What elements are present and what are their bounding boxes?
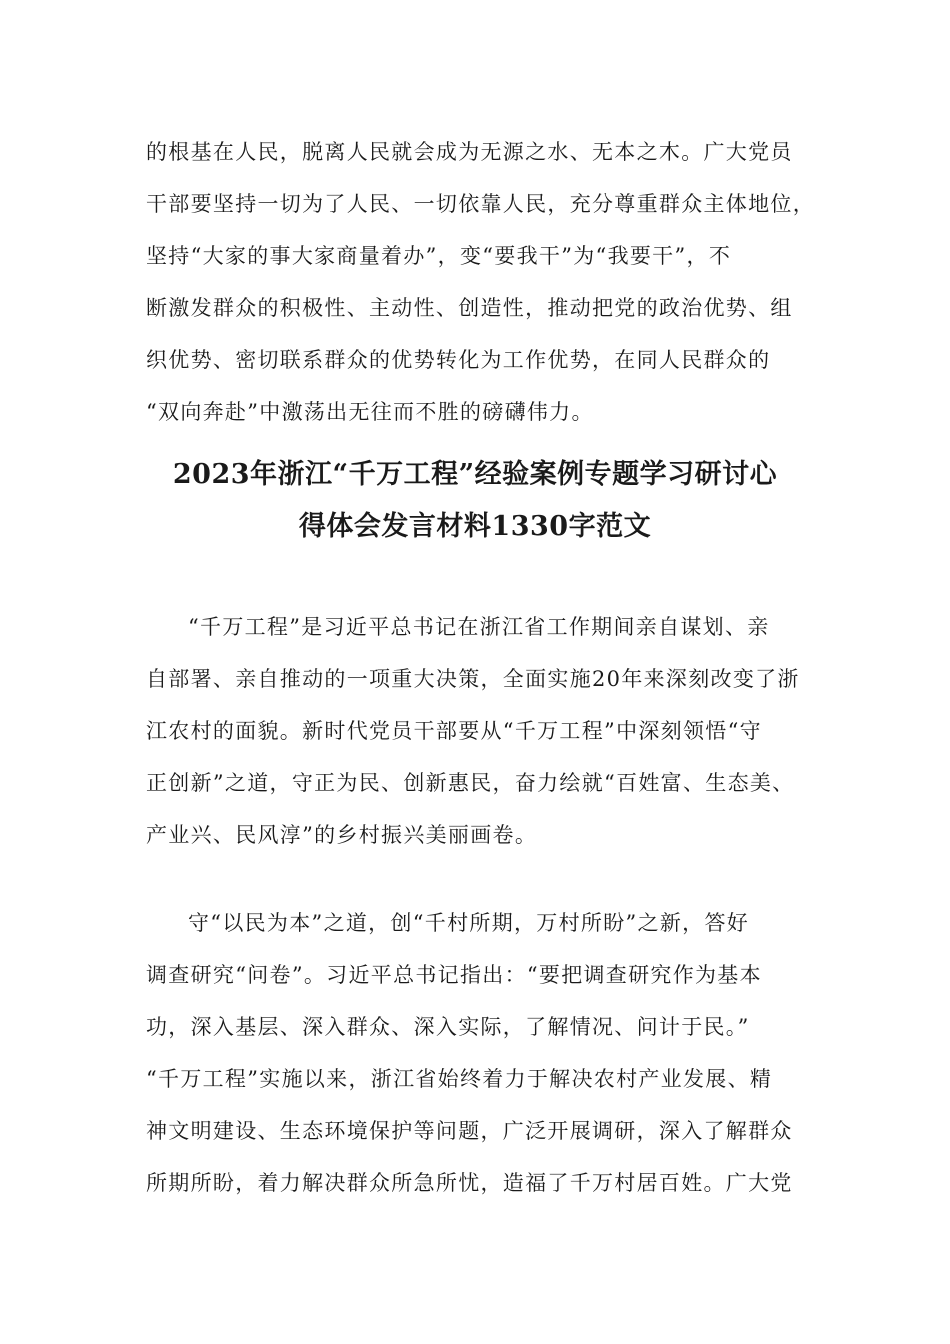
text-line: 调查研究“问卷”。习近平总书记指出：“要把调查研究作为基本 (146, 963, 762, 987)
text-line: 干部要坚持一切为了人民、一切依靠人民，充分尊重群众主体地位， (146, 192, 815, 216)
text-line: 功，深入基层、深入群众、深入实际，了解情况、问计于民。” (146, 1015, 750, 1039)
text-line: “双向奔赴”中激荡出无往而不胜的磅礴伟力。 (146, 400, 594, 424)
text-line: 织优势、密切联系群众的优势转化为工作优势，在同人民群众的 (146, 348, 771, 372)
text-line: 守“以民为本”之道，创“千村所期，万村所盼”之新，答好 (188, 911, 750, 935)
text-line: 产业兴、民风淳”的乡村振兴美丽画卷。 (146, 823, 538, 847)
text-line: 断激发群众的积极性、主动性、创造性，推动把党的政治优势、组 (146, 296, 793, 320)
text-line: 坚持“大家的事大家商量着办”，变“要我干”为“我要干”，不 (146, 244, 732, 268)
text-line: 神文明建设、生态环境保护等问题，广泛开展调研，深入了解群众 (146, 1119, 793, 1143)
title-line: 得体会发言材料1330字范文 (298, 511, 652, 542)
text-line: 江农村的面貌。新时代党员干部要从“千万工程”中深刻领悟“守 (146, 719, 762, 743)
text-line: “千万工程”实施以来，浙江省始终着力于解决农村产业发展、精 (146, 1067, 773, 1091)
title-line: 2023年浙江“千万工程”经验案例专题学习研讨心 (172, 459, 778, 490)
text-line: 正创新”之道，守正为民、创新惠民，奋力绘就“百姓富、生态美、 (146, 771, 795, 795)
text-line: 所期所盼，着力解决群众所急所忧，造福了千万村居百姓。广大党 (146, 1171, 793, 1195)
text-line: “千万工程”是习近平总书记在浙江省工作期间亲自谋划、亲 (188, 615, 770, 639)
text-line: 的根基在人民，脱离人民就会成为无源之水、无本之木。广大党员 (146, 140, 793, 164)
text-line: 自部署、亲自推动的一项重大决策，全面实施20年来深刻改变了浙 (146, 667, 800, 691)
